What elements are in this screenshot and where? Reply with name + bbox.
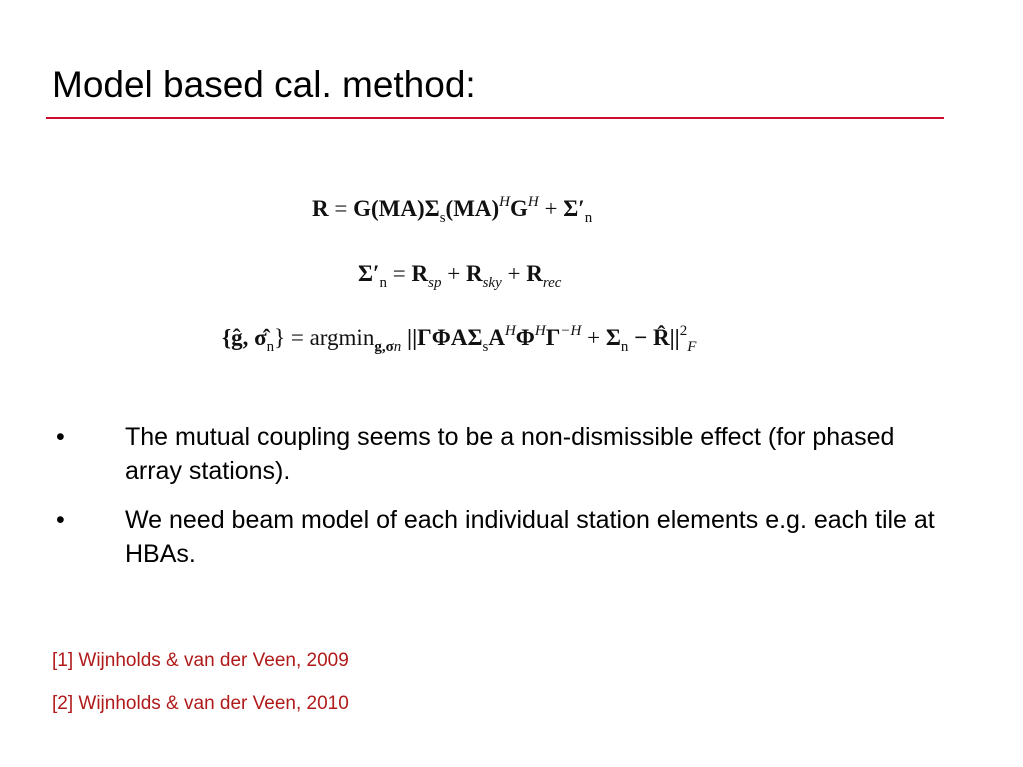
- eq2-sub-rec: rec: [542, 275, 562, 291]
- eq3-sup-h1: H: [504, 323, 516, 339]
- eq3-norm-open: ||ΓΦAΣ: [407, 325, 483, 350]
- eq3-plus: +: [587, 325, 601, 350]
- bullet-item: [56, 503, 936, 571]
- eq2-plus-2: +: [507, 261, 521, 286]
- eq3-sup-h3: −H: [560, 323, 582, 339]
- eq3-argmin: } = argmin: [274, 325, 375, 350]
- eq2-sub-sp: sp: [428, 275, 442, 291]
- eq3-sub-n2: n: [393, 339, 402, 355]
- eq3-minus-r: − R̂||: [634, 325, 680, 350]
- reference-2: [2] Wijnholds & van der Veen, 2010: [52, 693, 349, 714]
- bullet-text: We need beam model of each individual station elements e.g. each tile at HBAs.: [125, 506, 935, 568]
- eq3-sub-g-sigma: g,σ: [374, 339, 394, 355]
- eq1-equals: =: [334, 196, 348, 221]
- eq2-sub-sky: sky: [482, 275, 502, 291]
- eq1-lhs: R: [312, 196, 329, 221]
- bullet-item: [56, 420, 936, 488]
- eq2-r-sp: R: [411, 261, 429, 286]
- eq2-r-sky: R: [465, 261, 483, 286]
- reference-1: [1] Wijnholds & van der Veen, 2009: [52, 650, 349, 671]
- eq2-r-rec: R: [526, 261, 543, 286]
- eq1-sub-s: s: [439, 210, 446, 226]
- bullet-marker: •: [56, 423, 65, 451]
- equation-argmin: [222, 323, 697, 355]
- eq1-sup-h2: H: [527, 194, 539, 210]
- eq1-sigma-prime: Σ′: [563, 196, 585, 221]
- eq3-gamma: Γ: [545, 325, 561, 350]
- equation-covariance-model: [312, 194, 593, 226]
- eq1-sup-h: H: [499, 194, 511, 210]
- bullet-list: [56, 420, 936, 586]
- eq3-sub-f: F: [687, 339, 697, 355]
- eq1-plus: +: [544, 196, 558, 221]
- eq2-plus-1: +: [447, 261, 461, 286]
- bullet-text: The mutual coupling seems to be a non-dismissible effect (for phased array stations).: [125, 423, 895, 485]
- eq3-sup-h2: H: [534, 323, 546, 339]
- eq3-sup-2: 2: [679, 323, 688, 339]
- eq2-lhs: Σ′: [358, 261, 380, 286]
- eq2-sub-n: n: [379, 275, 388, 291]
- eq3-phi: Φ: [515, 325, 535, 350]
- eq1-sub-n: n: [584, 210, 593, 226]
- eq3-lhs: {ĝ, σ̂: [222, 325, 267, 350]
- eq3-a: A: [488, 325, 505, 350]
- eq1-g: G: [510, 196, 528, 221]
- eq3-sub-s: s: [482, 339, 489, 355]
- bullet-marker: •: [56, 506, 65, 534]
- eq1-ma: (MA): [445, 196, 500, 221]
- equation-noise-model: [358, 260, 562, 291]
- eq1-gain-term: G(MA)Σ: [353, 196, 440, 221]
- eq3-sub-n: n: [266, 339, 275, 355]
- eq3-sub-n3: n: [620, 339, 629, 355]
- eq3-sigma: Σ: [605, 325, 621, 350]
- eq2-equals: =: [392, 261, 406, 286]
- slide-title: Model based cal. method:: [52, 64, 476, 105]
